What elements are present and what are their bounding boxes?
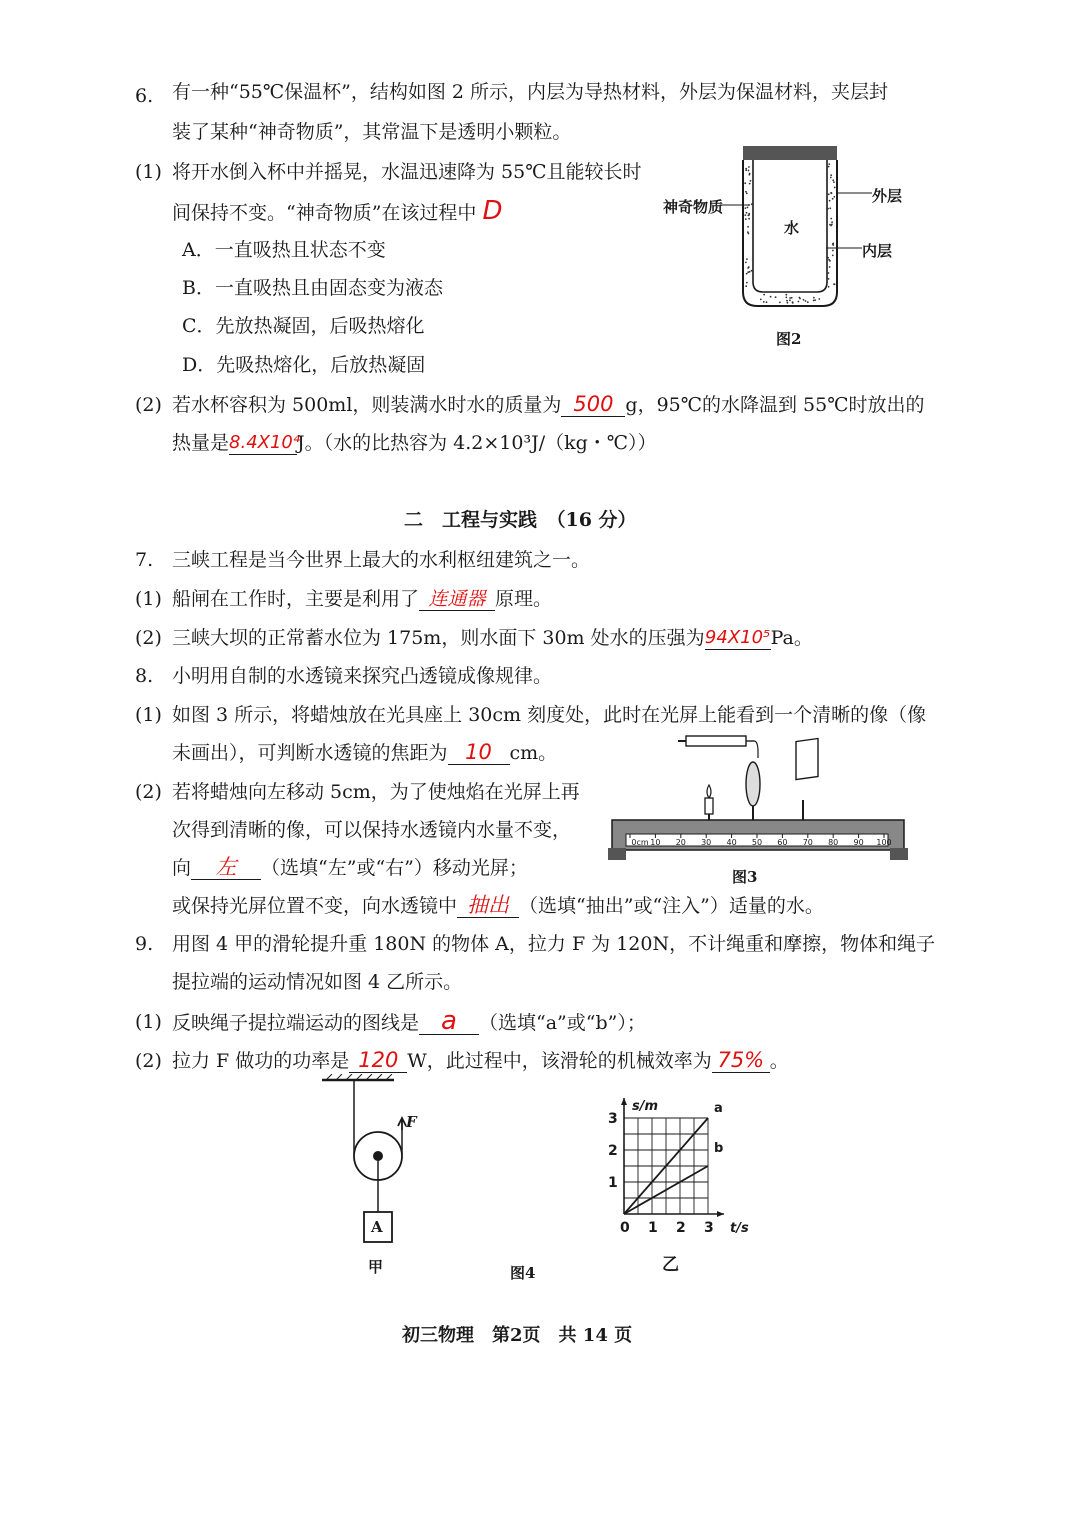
q6-part1-number: (1)	[135, 161, 162, 183]
fig4-graph-labels	[608, 1099, 749, 1236]
q6-stem-line1: 有一种“55℃保温杯”，结构如图 2 所示，内层为导热材料，外层为保温材料，夹层封	[172, 81, 889, 103]
q9-part2-answer-power: 120	[358, 1048, 399, 1072]
series-label-b: b	[714, 1141, 724, 1156]
q6-part1-line2	[172, 196, 503, 226]
q9-part1-text-a: 反映绳子提拉端运动的图线是	[172, 1012, 420, 1034]
q6-part2-number: (2)	[135, 394, 162, 416]
q9-part2-text-b: W，此过程中，该滑轮的机械效率为	[407, 1050, 712, 1072]
x-tick-label: 2	[676, 1220, 686, 1236]
q6-option-b: B．一直吸热且由固态变为液态	[182, 277, 443, 299]
q8-part1-answer: 10	[465, 740, 492, 764]
q6-option-c: C．先放热凝固，后吸热熔化	[182, 315, 425, 337]
q6-part2-line1	[172, 393, 924, 417]
q7-part1-line	[172, 587, 552, 611]
fig2-caption: 图2	[776, 330, 802, 348]
q8-part2-text-d: （选填“抽出”或“注入”）适量的水。	[519, 895, 824, 917]
q6-part2-answer-heat: 8.4X10⁴	[229, 432, 301, 453]
q9-part1-number: (1)	[135, 1011, 162, 1033]
fig4-caption: 图4	[510, 1264, 536, 1282]
q6-part1-text: 间保持不变。“神奇物质”在该过程中	[172, 202, 477, 224]
fig3-screen	[796, 738, 818, 779]
fig3-tick-label: 100	[876, 838, 892, 847]
q7-part1-text-a: 船闸在工作时，主要是利用了	[172, 588, 420, 610]
q8-part2-text-b: （选填“左”或“右”）移动光屏；	[261, 857, 528, 879]
fig3-tick-label: 10	[650, 838, 661, 847]
fig3-syringe	[686, 736, 746, 746]
fig4-block-label: A	[371, 1218, 383, 1236]
fig3-optical-bench	[608, 730, 908, 870]
fig4-force-arrow	[398, 1118, 406, 1130]
q6-part2-text-b: g，95℃的水降温到 55℃时放出的	[625, 394, 925, 416]
fig2-label-water: 水	[784, 219, 800, 237]
q9-number: 9.	[135, 933, 154, 955]
fig3-tick-label: 20	[675, 838, 686, 847]
fig2-leader-outer	[836, 188, 872, 198]
page-footer: 初三物理 第2页 共 14 页	[402, 1325, 633, 1346]
q8-part1-text-b: cm。	[509, 742, 558, 764]
y-axis-arrow	[621, 1098, 627, 1105]
fig3-tick-label: 50	[751, 838, 763, 847]
q8-part2-line3	[172, 856, 528, 880]
fig3-flame	[707, 785, 711, 798]
fig2-label-outer: 外层	[872, 187, 903, 205]
fig3-tick-label: 70	[802, 838, 813, 847]
q8-part2-answer-water: 抽出	[467, 893, 510, 917]
q7-part1-answer: 连通器	[428, 588, 486, 610]
q8-part2-line1: 若将蜡烛向左移动 5cm，为了使烛焰在光屏上再	[172, 781, 580, 803]
y-axis-label: s/m	[632, 1099, 659, 1114]
q8-part2-line2: 次得到清晰的像，可以保持水透镜内水量不变，	[172, 819, 572, 841]
x-tick-label: 0	[620, 1220, 630, 1236]
x-tick-label: 1	[648, 1220, 658, 1236]
fig2-leader-inner	[826, 243, 862, 253]
q8-part1-line1: 如图 3 所示，将蜡烛放在光具座上 30cm 刻度处，此时在光屏上能看到一个清晰的像（像	[172, 704, 927, 726]
q7-part2-number: (2)	[135, 627, 162, 649]
q6-option-a: A．一直吸热且状态不变	[182, 239, 386, 261]
fig4-left-label: 甲	[368, 1258, 384, 1276]
fig2-label-inner: 内层	[862, 242, 893, 260]
fig3-water-lens	[746, 762, 760, 806]
y-tick-label: 1	[608, 1175, 618, 1191]
q8-part2-text-a: 向	[172, 857, 192, 879]
q6-part1-line1: 将开水倒入杯中并摇晃，水温迅速降为 55℃且能较长时	[172, 161, 642, 183]
fig3-tick-label: 40	[726, 838, 737, 847]
q7-part2-text-b: Pa。	[770, 627, 813, 649]
q9-stem-line1: 用图 4 甲的滑轮提升重 180N 的物体 A，拉力 F 为 120N，不计绳重和摩擦，物体和绳子	[172, 933, 936, 955]
q6-part2-text-d: J。（水的比热容为 4.2×10³J/（kg・℃））	[297, 432, 657, 454]
q8-stem: 小明用自制的水透镜来探究凸透镜成像规律。	[172, 665, 553, 687]
q7-stem: 三峡工程是当今世界上最大的水利枢纽建筑之一。	[172, 549, 591, 571]
fig2-leader-substance	[720, 200, 750, 210]
fig3-tick-label: 0cm	[631, 838, 649, 847]
fig3-tube	[754, 741, 758, 758]
fig4-st-graph	[596, 1082, 766, 1242]
q7-part2-text-a: 三峡大坝的正常蓄水位为 175m，则水面下 30m 处水的压强为	[172, 627, 705, 649]
q9-part2-text-a: 拉力 F 做功的功率是	[172, 1050, 350, 1072]
q9-part1-answer: a	[441, 1006, 457, 1036]
q8-part1-text-a: 未画出），可判断水透镜的焦距为	[172, 742, 448, 764]
q7-number: 7.	[135, 549, 154, 571]
q7-part1-text-b: 原理。	[495, 588, 553, 610]
fig4-force-label: F	[406, 1113, 417, 1131]
fig3-tick-label: 80	[828, 838, 839, 847]
x-axis-arrow	[717, 1211, 724, 1217]
q6-part2-text-c: 热量是	[172, 432, 230, 454]
q8-part2-number: (2)	[135, 781, 162, 803]
q7-part1-number: (1)	[135, 588, 162, 610]
q8-part2-text-c: 或保持光屏位置不变，向水透镜中	[172, 895, 458, 917]
q8-part1-line2	[172, 741, 557, 765]
q8-number: 8.	[135, 665, 154, 687]
fig3-tick-label: 30	[701, 838, 712, 847]
q6-part2-text-a: 若水杯容积为 500ml，则装满水时水的质量为	[172, 394, 562, 416]
q9-part2-answer-efficiency: 75%	[717, 1048, 765, 1072]
q8-part2-line4	[172, 894, 824, 918]
q9-part1-line	[172, 1006, 646, 1036]
q8-part2-answer-direction: 左	[215, 855, 237, 879]
q9-part1-text-b: （选填“a”或“b”）；	[479, 1012, 646, 1034]
q8-part1-number: (1)	[135, 704, 162, 726]
x-axis-label: t/s	[730, 1221, 749, 1236]
q6-stem-line2: 装了某种“神奇物质”，其常温下是透明小颗粒。	[172, 121, 572, 143]
q6-part2-line2	[172, 431, 657, 455]
q7-part2-answer: 94X10⁵	[704, 627, 771, 648]
fig3-tick-label: 60	[777, 838, 788, 847]
fig2-label-substance: 神奇物质	[663, 198, 724, 216]
q9-stem-line2: 提拉端的运动情况如图 4 乙所示。	[172, 971, 463, 993]
q6-part2-answer-mass: 500	[573, 392, 614, 416]
q9-part2-line	[172, 1049, 789, 1073]
section2-title: 二 工程与实践 （16 分）	[404, 509, 637, 531]
y-tick-label: 3	[608, 1111, 618, 1127]
fig3-candle	[705, 798, 713, 814]
q6-part1-answer: D	[482, 196, 503, 226]
fig3-caption: 图3	[732, 868, 758, 886]
q6-option-d: D．先吸热熔化，后放热凝固	[182, 354, 426, 376]
q6-number: 6.	[135, 85, 154, 107]
q7-part2-line	[172, 626, 813, 650]
fig4-right-label: 乙	[662, 1255, 679, 1275]
series-label-a: a	[714, 1101, 723, 1116]
q9-part2-number: (2)	[135, 1050, 162, 1072]
y-tick-label: 2	[608, 1143, 618, 1159]
q9-part2-text-c: 。	[769, 1050, 789, 1072]
fig2-lid	[743, 146, 837, 160]
fig3-tick-label: 90	[853, 838, 864, 847]
x-tick-label: 3	[704, 1220, 714, 1236]
